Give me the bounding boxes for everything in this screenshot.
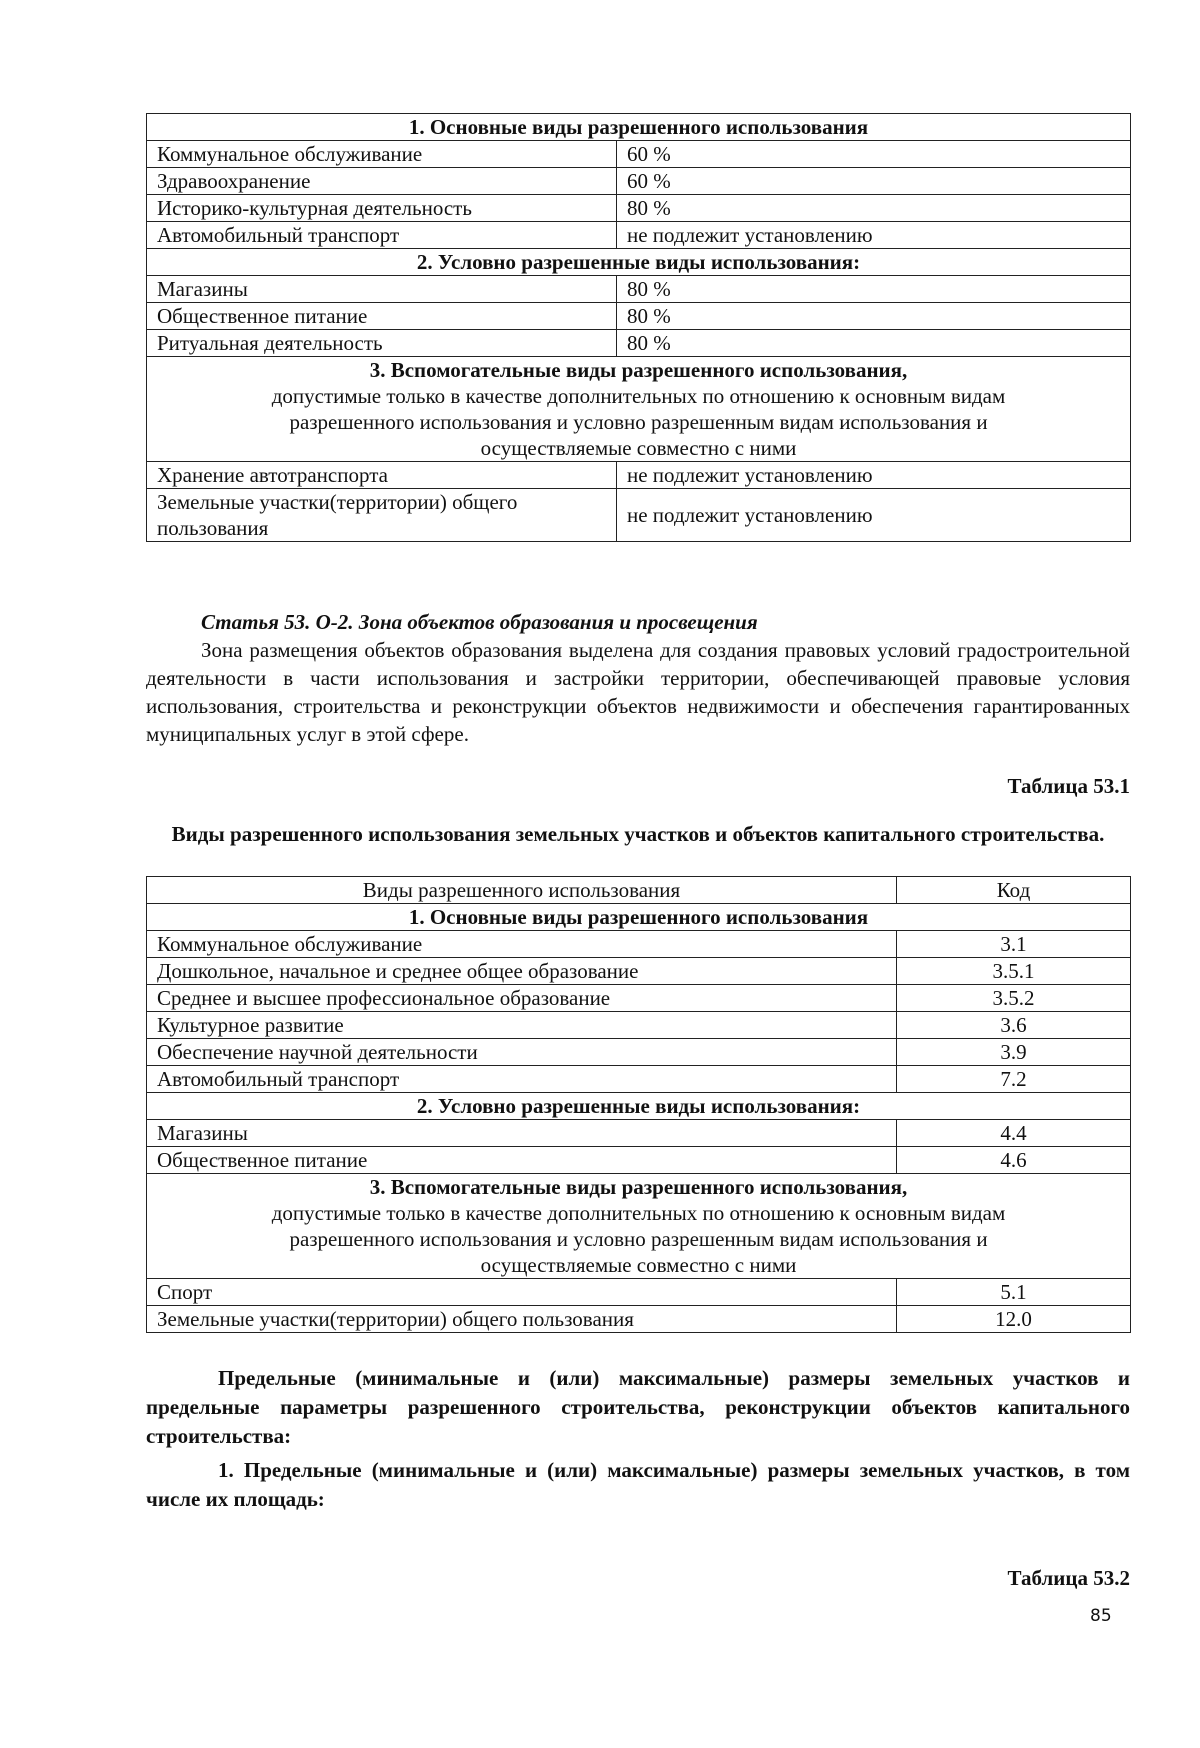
table-row: [147, 958, 1131, 985]
limits-paragraph: Предельные (минимальные и (или) максимальные) размеры земельных участков и предельные параметры разрешенного строительства, реконструкции объектов капитального строительства:: [146, 1366, 1130, 1448]
table-row: [147, 195, 1131, 222]
article-text: Зона размещения объектов образования выделена для создания правовых условий градостроительной деятельности в части использования и застройки территории, обеспечивающей правовые условия использования, строительства и реконструкции объектов недвижимости и обеспечения гарантированных муниципальных услуг в этой сфере.: [146, 638, 1130, 746]
row-value: 80 %: [617, 330, 1131, 357]
section-1-heading: 1. Основные виды разрешенного использования: [147, 904, 1131, 931]
section-2-heading: 2. Условно разрешенные виды использования:: [147, 249, 1131, 276]
section-3-line: осуществляемые совместно с ними: [480, 1253, 797, 1277]
table-row: [147, 462, 1131, 489]
row-name: Общественное питание: [147, 303, 617, 330]
section-3-heading: [147, 357, 1131, 462]
section-1-heading: 1. Основные виды разрешенного использования: [147, 114, 1131, 141]
row-name: Земельные участки(территории) общего пользования: [147, 489, 617, 542]
row-name: Историко-культурная деятельность: [147, 195, 617, 222]
table-row: [147, 141, 1131, 168]
table-row: [147, 1039, 1131, 1066]
table-row: [147, 489, 1131, 542]
row-name: Хранение автотранспорта: [147, 462, 617, 489]
table-row: [147, 1066, 1131, 1093]
row-name: Здравоохранение: [147, 168, 617, 195]
row-value: не подлежит установлению: [617, 489, 1131, 542]
table-header-row: [147, 877, 1131, 904]
row-code: 3.1: [897, 931, 1131, 958]
table-row: [147, 1306, 1131, 1333]
row-name: Магазины: [147, 276, 617, 303]
table-label-53-2: Таблица 53.2: [1007, 1566, 1130, 1590]
table-row: [147, 303, 1131, 330]
row-value: 80 %: [617, 303, 1131, 330]
table-label: Таблица 53.1: [1007, 774, 1130, 798]
row-value: 80 %: [617, 276, 1131, 303]
row-value: 60 %: [617, 141, 1131, 168]
table-row: [147, 1120, 1131, 1147]
section-3-line: осуществляемые совместно с ними: [480, 436, 797, 460]
header-code: Код: [897, 877, 1131, 904]
row-code: 3.6: [897, 1012, 1131, 1039]
row-name: Культурное развитие: [147, 1012, 897, 1039]
table-row: [147, 1012, 1131, 1039]
row-name: Обеспечение научной деятельности: [147, 1039, 897, 1066]
table-row: [147, 1279, 1131, 1306]
row-code: 4.4: [897, 1120, 1131, 1147]
row-name: Общественное питание: [147, 1147, 897, 1174]
table-row: [147, 931, 1131, 958]
row-name: Автомобильный транспорт: [147, 222, 617, 249]
row-name: Среднее и высшее профессиональное образование: [147, 985, 897, 1012]
table-row: [147, 985, 1131, 1012]
limits-point-1: 1. Предельные (минимальные и (или) максимальные) размеры земельных участков, в том числе их площадь:: [146, 1458, 1130, 1511]
section-3-line: допустимые только в качестве дополнительных по отношению к основным видам: [271, 384, 1006, 408]
section-3-title: 3. Вспомогательные виды разрешенного использования,: [369, 1175, 908, 1199]
row-value: 80 %: [617, 195, 1131, 222]
table-row: [147, 1147, 1131, 1174]
row-name: Коммунальное обслуживание: [147, 931, 897, 958]
row-name: Земельные участки(территории) общего пользования: [147, 1306, 897, 1333]
table-row: [147, 276, 1131, 303]
row-value: 60 %: [617, 168, 1131, 195]
row-name: Дошкольное, начальное и среднее общее образование: [147, 958, 897, 985]
land-use-codes-table: [146, 876, 1131, 1333]
table-row: [147, 222, 1131, 249]
table-caption: Виды разрешенного использования земельных участков и объектов капитального строительства.: [171, 822, 1105, 846]
table-row: [147, 330, 1131, 357]
zone-percent-table: [146, 113, 1131, 542]
row-code: 12.0: [897, 1306, 1131, 1333]
table-row: [147, 168, 1131, 195]
section-3-line: допустимые только в качестве дополнительных по отношению к основным видам: [271, 1201, 1006, 1225]
row-name: Спорт: [147, 1279, 897, 1306]
row-code: 7.2: [897, 1066, 1131, 1093]
row-value: не подлежит установлению: [617, 462, 1131, 489]
row-code: 3.9: [897, 1039, 1131, 1066]
section-2-heading: 2. Условно разрешенные виды использования:: [147, 1093, 1131, 1120]
section-3-heading: [147, 1174, 1131, 1279]
row-value: не подлежит установлению: [617, 222, 1131, 249]
section-3-title: 3. Вспомогательные виды разрешенного использования,: [369, 358, 908, 382]
row-code: 3.5.2: [897, 985, 1131, 1012]
header-name: Виды разрешенного использования: [147, 877, 897, 904]
row-code: 3.5.1: [897, 958, 1131, 985]
row-code: 5.1: [897, 1279, 1131, 1306]
article-title: Статья 53. О-2. Зона объектов образования и просвещения: [201, 610, 758, 634]
row-name: Ритуальная деятельность: [147, 330, 617, 357]
row-name: Коммунальное обслуживание: [147, 141, 617, 168]
page-number: 85: [1090, 1606, 1112, 1626]
section-3-line: разрешенного использования и условно разрешенным видам использования и: [289, 410, 988, 434]
row-name: Автомобильный транспорт: [147, 1066, 897, 1093]
row-name: Магазины: [147, 1120, 897, 1147]
section-3-line: разрешенного использования и условно разрешенным видам использования и: [289, 1227, 988, 1251]
row-code: 4.6: [897, 1147, 1131, 1174]
